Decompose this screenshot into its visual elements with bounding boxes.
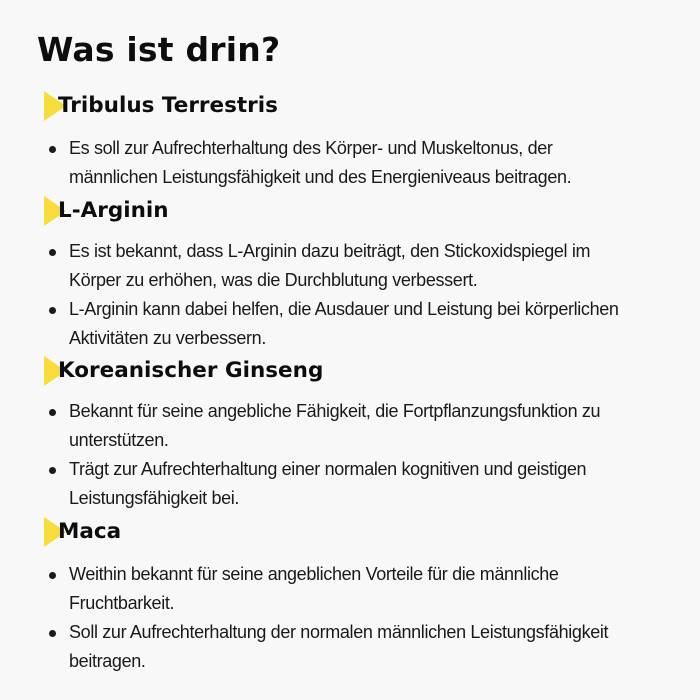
bullet-icon [49, 146, 56, 153]
bullet-icon [49, 467, 56, 474]
bullet-list-tribulus [0, 134, 571, 192]
bullet-text-line: unterstützen. [69, 430, 169, 450]
bullet-text-line: männlichen Leistungsfähigkeit und des Energieniveaus beitragen. [69, 167, 572, 187]
section-title: Maca [58, 519, 122, 544]
list-item [0, 295, 619, 353]
bullet-text-line: Aktivitäten zu verbessern. [69, 328, 266, 348]
bullet-icon [49, 572, 56, 579]
bullet-icon [49, 409, 56, 416]
bullet-icon [49, 630, 56, 637]
bullet-text-line: Es ist bekannt, dass L-Arginin dazu beiträgt, den Stickoxidspiegel im [69, 241, 591, 261]
bullet-list-l-arginin [0, 237, 619, 353]
section-title: L-Arginin [58, 198, 169, 223]
bullet-list-ginseng [0, 397, 600, 513]
bullet-text-line: Soll zur Aufrechterhaltung der normalen männlichen Leistungsfähigkeit [69, 622, 609, 642]
section-title: Koreanischer Ginseng [58, 358, 324, 383]
bullet-icon [49, 307, 56, 314]
section-heading-maca [44, 516, 121, 548]
bullet-text-line: Körper zu erhöhen, was die Durchblutung verbessert. [69, 270, 478, 290]
list-item [0, 455, 600, 513]
section-heading-tribulus [44, 90, 278, 122]
page-title: Was ist drin? [37, 30, 281, 69]
section-heading-l-arginin [44, 195, 169, 227]
bullet-text-line: Leistungsfähigkeit bei. [69, 488, 240, 508]
section-heading-ginseng [44, 355, 323, 387]
bullet-text-line: Fruchtbarkeit. [69, 593, 175, 613]
list-item [0, 237, 619, 295]
bullet-text-line: Weithin bekannt für seine angeblichen Vorteile für die männliche [69, 564, 559, 584]
section-title: Tribulus Terrestris [58, 93, 278, 118]
bullet-text-line: Bekannt für seine angebliche Fähigkeit, die Fortpflanzungsfunktion zu [69, 401, 601, 421]
list-item [0, 134, 571, 192]
bullet-text-line: Trägt zur Aufrechterhaltung einer normalen kognitiven und geistigen [69, 459, 587, 479]
bullet-text-line: L-Arginin kann dabei helfen, die Ausdauer und Leistung bei körperlichen [69, 299, 619, 319]
bullet-text-line: beitragen. [69, 651, 146, 671]
list-item [0, 560, 608, 618]
list-item [0, 618, 608, 676]
bullet-text-line: Es soll zur Aufrechterhaltung des Körper- und Muskeltonus, der [69, 138, 553, 158]
bullet-list-maca [0, 560, 608, 676]
list-item [0, 397, 600, 455]
bullet-icon [49, 249, 56, 256]
